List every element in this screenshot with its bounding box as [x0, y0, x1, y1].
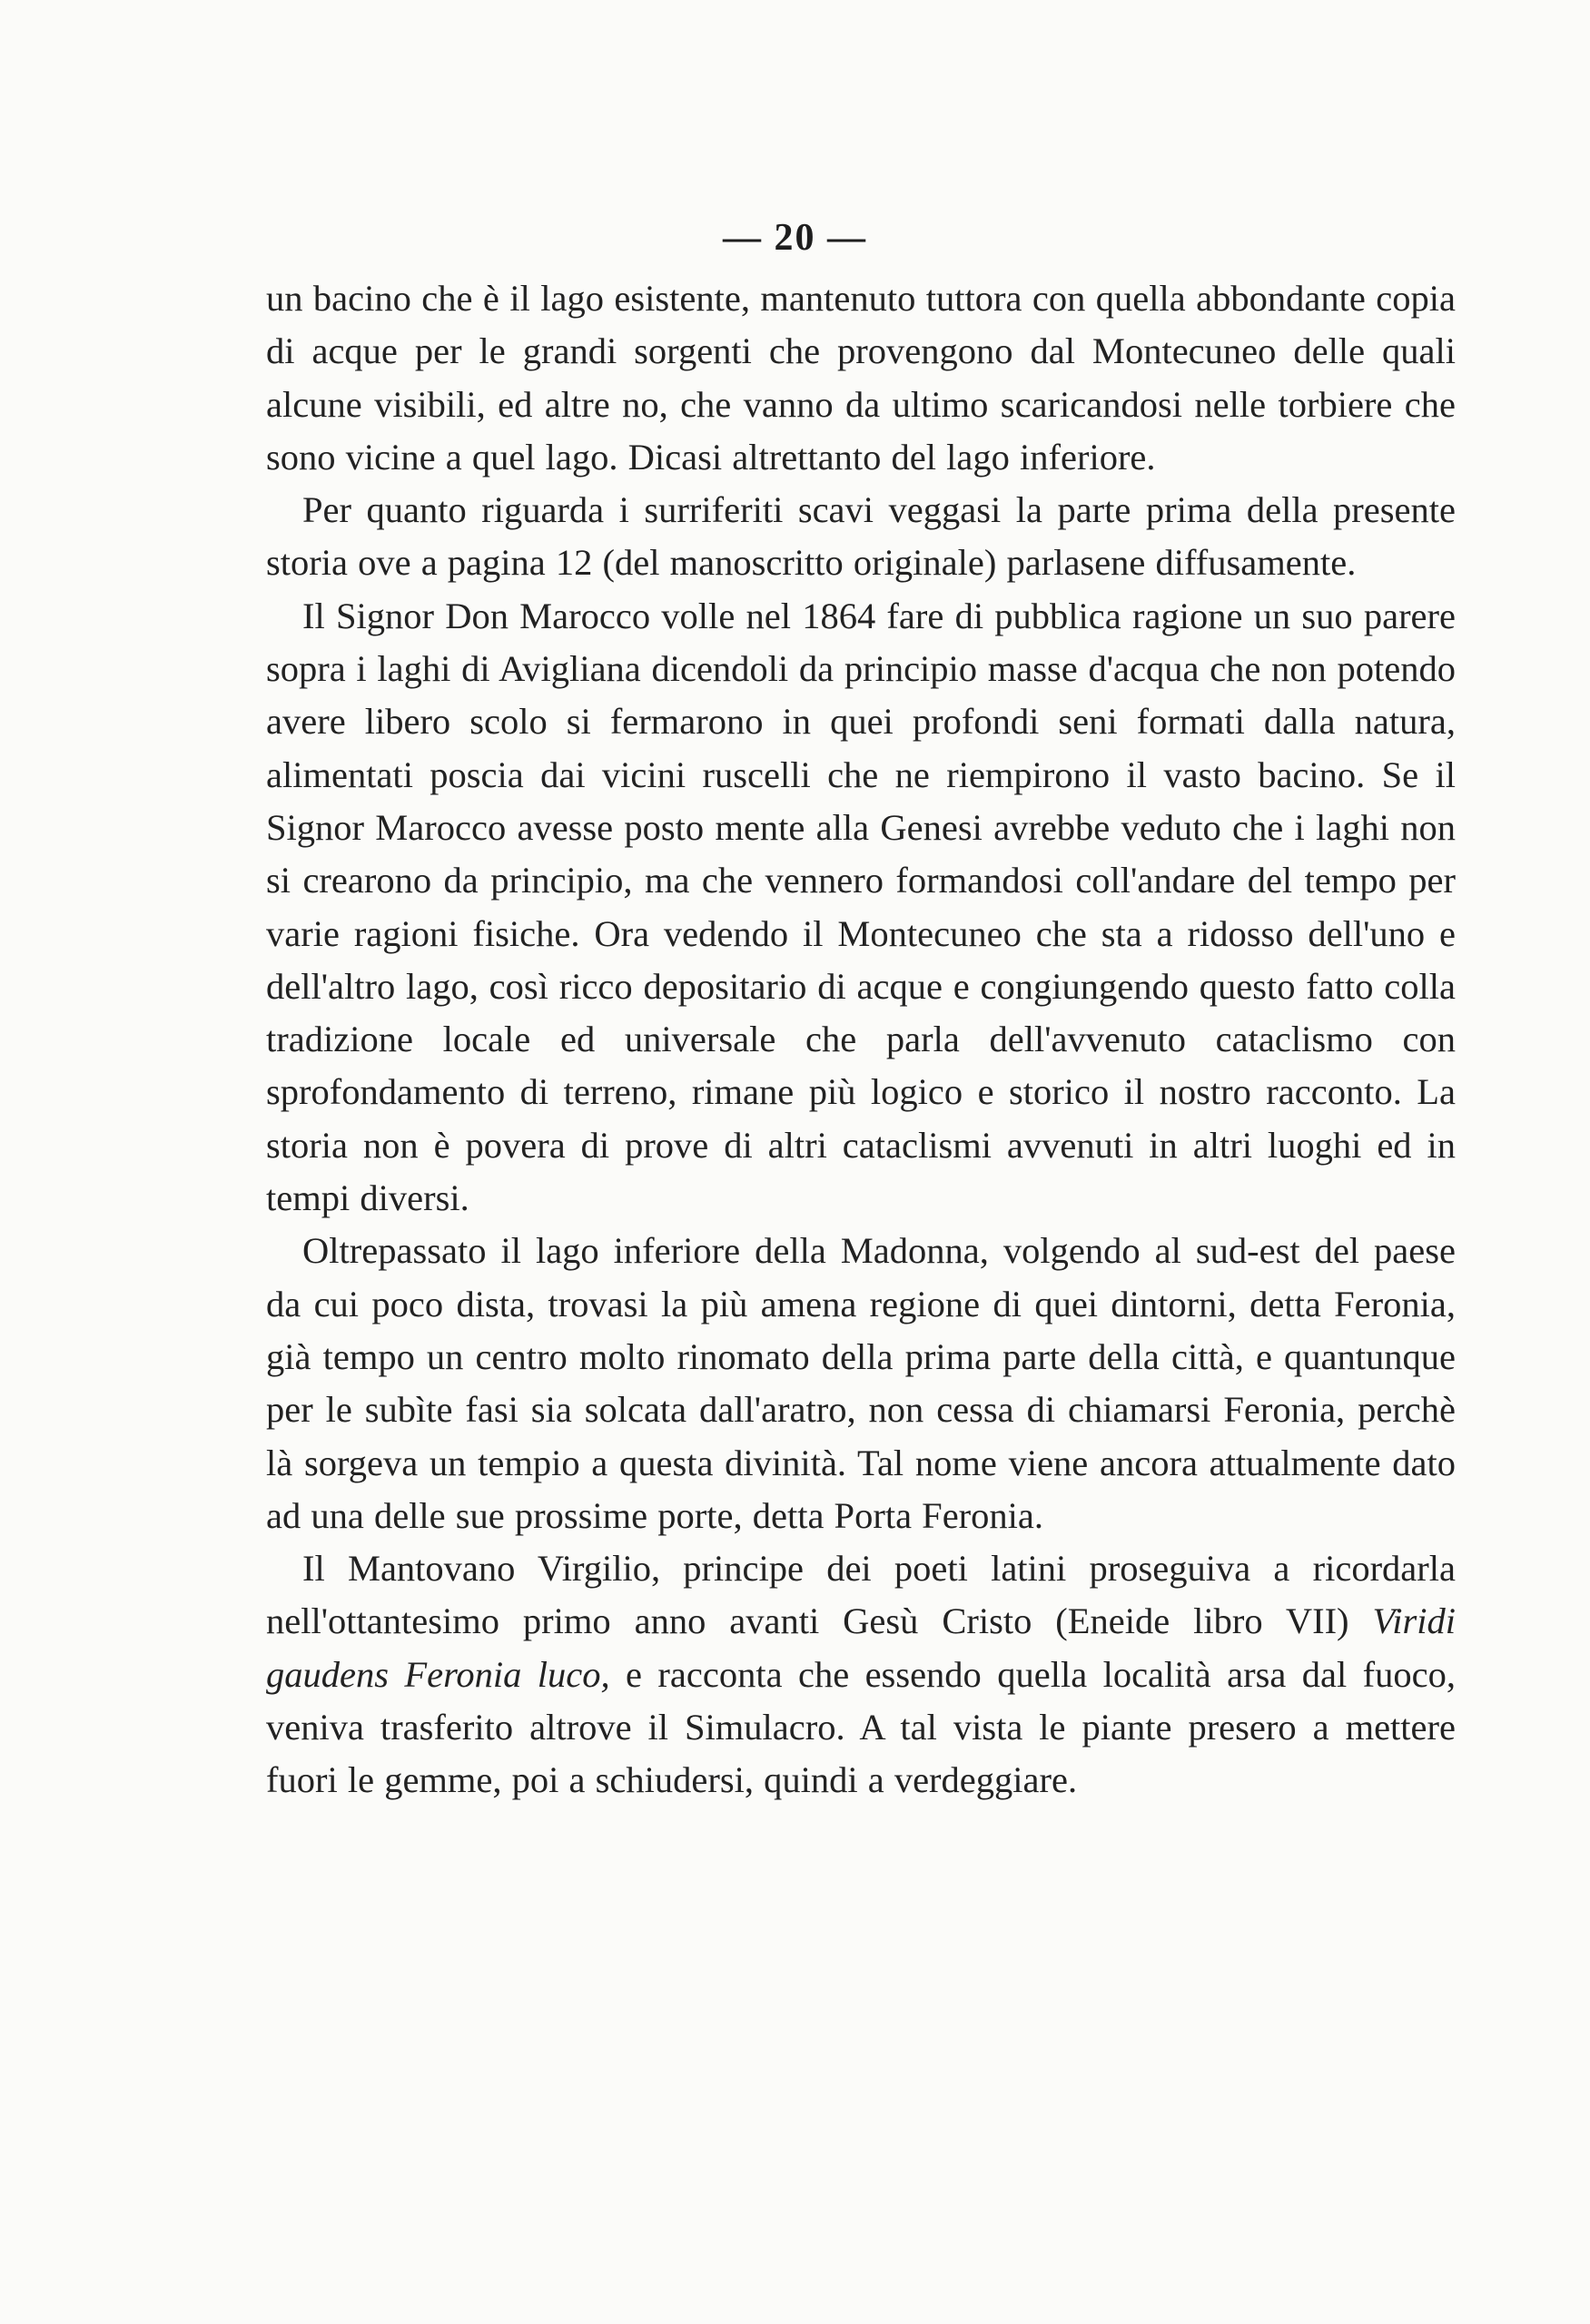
paragraph-2: Per quanto riguarda i surriferiti scavi veggasi la parte prima della presente storia ove a pagina 12 (del manoscritto originale) parlasene diffusamente. [266, 489, 1456, 584]
paragraph-3: Il Signor Don Marocco volle nel 1864 fare di pubblica ragione un suo parere sopra i laghi di Avigliana dicendoli da principio masse d'acqua che non potendo avere libero scolo si fermarono in quei profondi seni formati dalla natura, alimentati poscia dai vicini ruscelli che ne riempirono il vasto bacino. Se il Signor Marocco avesse posto mente alla Genesi avrebbe veduto che i laghi non si crearono da principio, ma che vennero formandosi coll'andare del tempo per varie ragioni fisiche. Ora vedendo il Montecuneo che sta a ridosso dell'uno e dell'altro lago, così ricco depositario di acque e congiungendo questo fatto colla tradizione locale ed universale che parla dell'avvenuto cataclismo con sprofondamento di terreno, rimane più logico e storico il nostro racconto. La storia non è povera di prove di altri cataclismi avvenuti in altri luoghi ed in tempi diversi. [266, 595, 1456, 1219]
paragraph-4: Oltrepassato il lago inferiore della Madonna, volgendo al sud-est del paese da cui poco dista, trovasi la più amena regione di quei dintorni, detta Feronia, già tempo un centro molto rinomato della prima parte della città, e quantunque per le subìte fasi sia solcata dall'aratro, non cessa di chiamarsi Feronia, perchè là sorgeva un tempio a questa divinità. Tal nome viene ancora attualmente dato ad una delle sue prossime porte, detta Porta Feronia. [266, 1230, 1456, 1536]
latin-quotation: Viridi gaudens Feronia luco, [266, 1600, 1456, 1695]
page-number: — 20 — [723, 217, 867, 259]
paragraph-5-text-before: Il Mantovano Virgilio, principe dei poeti latini proseguiva a ricordarla nell'ottantesimo primo anno avanti Gesù Cristo (Eneide libro VII) [266, 1548, 1456, 1642]
paragraph-1: un bacino che è il lago esistente, mantenuto tuttora con quella abbondante copia di acque per le grandi sorgenti che provengono dal Montecuneo delle quali alcune visibili, ed altre no, che vanno da ultimo scaricandosi nelle torbiere che sono vicine a quel lago. Dicasi altrettanto del lago inferiore. [266, 278, 1456, 478]
paragraph-5-text-after: e racconta che essendo quella località arsa dal fuoco, veniva trasferito altrove il Simulacro. A tal vista le piante presero a mettere fuori le gemme, poi a schiudersi, quindi a verdeggiare. [266, 1653, 1456, 1801]
body-text [266, 272, 1456, 1807]
paragraph-5 [266, 1542, 1456, 1807]
